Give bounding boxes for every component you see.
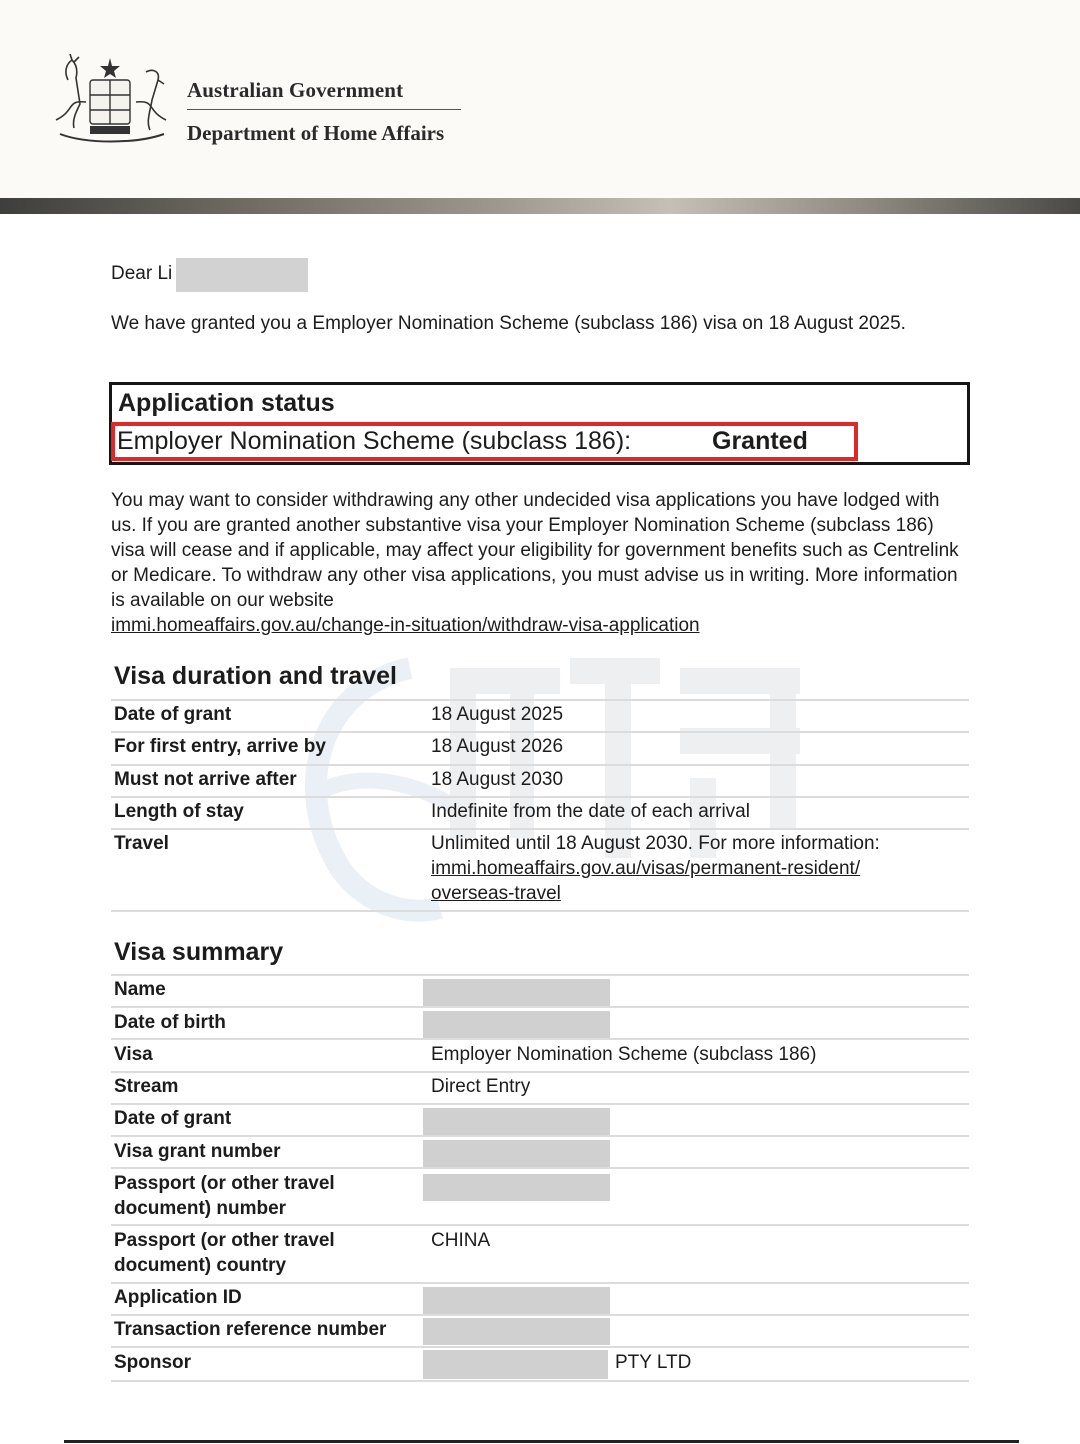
advice-text: You may want to consider withdrawing any other undecided visa applications you have lodged with us. If you are granted another substantive visa your Employer Nomination Scheme (subclass 186) visa will cease and if applicable, may affect your eligibility for government benefits such as Centrelink or Medicare. To withdraw any other visa applications, you must advise us in writing. More information is available on our website (111, 490, 959, 611)
summary-value: PTY LTD (615, 1352, 692, 1373)
row-divider (111, 1167, 969, 1169)
redacted-value (423, 1318, 610, 1345)
row-divider (111, 1071, 969, 1073)
duration-section-title: Visa duration and travel (114, 662, 397, 690)
row-divider (111, 1224, 969, 1226)
row-divider (111, 796, 969, 798)
summary-label: Date of birth (114, 1012, 226, 1033)
summary-label: Visa grant number (114, 1141, 281, 1162)
page-bottom-rule (64, 1440, 1019, 1443)
summary-label-line2: document) country (114, 1255, 287, 1276)
status-visa-name: Employer Nomination Scheme (subclass 186): (117, 427, 632, 455)
summary-label-line1: Passport (or other travel (114, 1230, 335, 1251)
duration-label: Date of grant (114, 704, 232, 725)
travel-text: Unlimited until 18 August 2030. For more information: (431, 833, 880, 854)
application-status-title: Application status (118, 389, 335, 417)
row-divider (111, 1038, 969, 1040)
travel-value (431, 831, 880, 906)
summary-label: Transaction reference number (114, 1319, 387, 1340)
withdraw-application-link[interactable]: immi.homeaffairs.gov.au/change-in-situation/withdraw-visa-application (111, 615, 700, 636)
summary-label (114, 1228, 335, 1278)
row-divider (111, 828, 969, 830)
row-divider (111, 974, 969, 976)
overseas-travel-link[interactable]: immi.homeaffairs.gov.au/visas/permanent-resident/ (431, 858, 861, 879)
redacted-value (423, 1140, 610, 1167)
row-divider (111, 731, 969, 733)
redacted-surname (176, 258, 308, 292)
row-divider (111, 1006, 969, 1008)
redacted-value (423, 1011, 610, 1038)
duration-label: For first entry, arrive by (114, 736, 326, 757)
row-divider (111, 1380, 969, 1382)
letterhead (0, 0, 1080, 198)
summary-value: Direct Entry (431, 1076, 531, 1097)
summary-label: Date of grant (114, 1108, 232, 1129)
summary-value: Employer Nomination Scheme (subclass 186) (431, 1044, 817, 1065)
duration-value: 18 August 2025 (431, 704, 564, 725)
duration-label: Travel (114, 833, 169, 854)
duration-label: Length of stay (114, 801, 244, 822)
letterhead-rule (187, 109, 461, 110)
row-divider (111, 910, 969, 912)
intro-paragraph: We have granted you a Employer Nomination Scheme (subclass 186) visa on 18 August 2025. (111, 313, 906, 334)
redacted-value (423, 1350, 608, 1379)
summary-section-title: Visa summary (114, 938, 284, 966)
coat-of-arms-icon (46, 50, 176, 146)
redacted-value (423, 1108, 610, 1135)
summary-label: Stream (114, 1076, 179, 1097)
row-divider (111, 1135, 969, 1137)
status-value: Granted (712, 427, 808, 455)
duration-label: Must not arrive after (114, 769, 297, 790)
duration-value: 18 August 2030 (431, 769, 564, 790)
row-divider (111, 1282, 969, 1284)
row-divider (111, 1103, 969, 1105)
redacted-value (423, 979, 610, 1006)
duration-value: Indefinite from the date of each arrival (431, 801, 750, 822)
government-name: Australian Government (187, 78, 404, 102)
summary-label-line1: Passport (or other travel (114, 1173, 335, 1194)
row-divider (111, 699, 969, 701)
overseas-travel-link-cont[interactable]: overseas-travel (431, 883, 561, 904)
summary-label: Visa (114, 1044, 153, 1065)
summary-label-line2: document) number (114, 1198, 287, 1219)
summary-value: CHINA (431, 1230, 491, 1251)
department-name: Department of Home Affairs (187, 121, 445, 145)
duration-value: 18 August 2026 (431, 736, 564, 757)
header-band (0, 198, 1080, 214)
redacted-value (423, 1174, 610, 1201)
advice-paragraph (111, 488, 961, 638)
summary-label (114, 1171, 335, 1221)
salutation: Dear Li (111, 263, 173, 284)
application-status-box (109, 382, 970, 465)
row-divider (111, 1346, 969, 1348)
redacted-value (423, 1287, 610, 1314)
row-divider (111, 764, 969, 766)
summary-label: Sponsor (114, 1352, 192, 1373)
summary-label: Application ID (114, 1287, 242, 1308)
row-divider (111, 1314, 969, 1316)
summary-label: Name (114, 979, 166, 1000)
